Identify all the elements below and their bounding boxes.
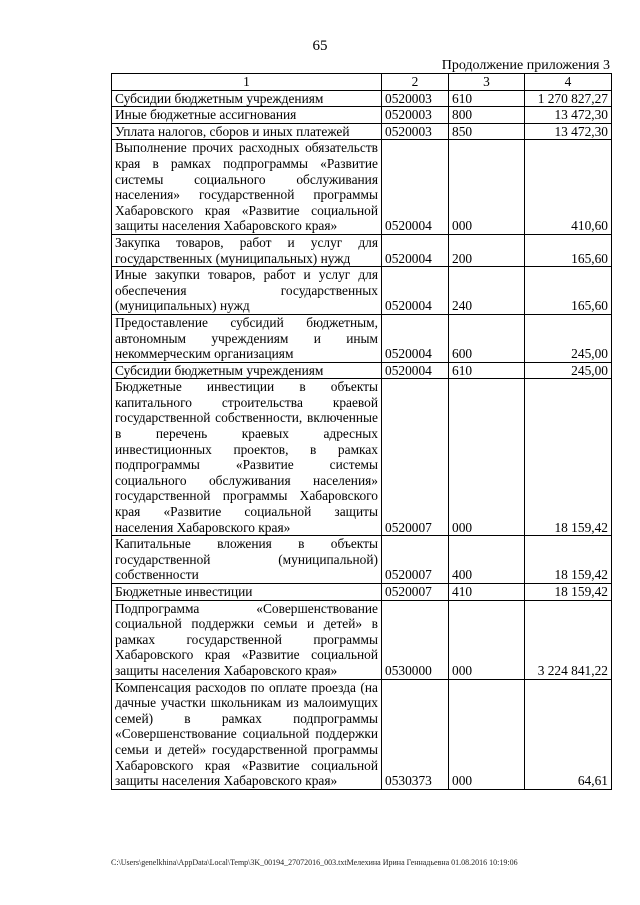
row-code: 0520004 xyxy=(382,362,449,379)
table-row xyxy=(112,679,612,789)
row-name: Уплата налогов, сборов и иных платежей xyxy=(112,123,382,140)
row-name: Иные бюджетные ассигнования xyxy=(112,107,382,124)
row-amount: 165,60 xyxy=(525,234,612,266)
table-row xyxy=(112,267,612,315)
row-name: Капитальные вложения в объекты государственной (муниципальной) собственности xyxy=(112,536,382,584)
row-amount: 64,61 xyxy=(525,679,612,789)
header-col-1: 1 xyxy=(112,74,382,91)
row-type: 850 xyxy=(449,123,525,140)
budget-table xyxy=(111,73,612,790)
row-name: Предоставление субсидий бюджетным, автономным учреждениям и иным некоммерческим организациям xyxy=(112,314,382,362)
row-type: 240 xyxy=(449,267,525,315)
row-code: 0520007 xyxy=(382,379,449,536)
table-row xyxy=(112,362,612,379)
row-amount: 410,60 xyxy=(525,140,612,235)
row-code: 0520004 xyxy=(382,314,449,362)
continuation-label: Продолжение приложения 3 xyxy=(441,58,610,73)
row-type: 000 xyxy=(449,600,525,679)
row-type: 000 xyxy=(449,679,525,789)
row-code: 0520007 xyxy=(382,536,449,584)
row-code: 0520004 xyxy=(382,234,449,266)
row-name: Компенсация расходов по оплате проезда (на дачные участки школьникам из малоимущих семей) в рамках подпрограммы «Совершенствование социальной поддержки семьи и детей» государственной программы Хабаровского края «Развитие социальной защиты населения Хабаровского края» xyxy=(112,679,382,789)
table-row xyxy=(112,90,612,107)
table-row xyxy=(112,140,612,235)
row-type: 800 xyxy=(449,107,525,124)
table-row xyxy=(112,234,612,266)
row-code: 0520003 xyxy=(382,90,449,107)
row-name: Субсидии бюджетным учреждениям xyxy=(112,362,382,379)
row-name: Субсидии бюджетным учреждениям xyxy=(112,90,382,107)
header-col-4: 4 xyxy=(525,74,612,91)
row-type: 610 xyxy=(449,90,525,107)
page-number: 65 xyxy=(312,38,328,54)
row-amount: 3 224 841,22 xyxy=(525,600,612,679)
row-amount: 18 159,42 xyxy=(525,536,612,584)
row-name: Закупка товаров, работ и услуг для государственных (муниципальных) нужд xyxy=(112,234,382,266)
row-amount: 13 472,30 xyxy=(525,123,612,140)
table-row xyxy=(112,536,612,584)
row-code: 0530373 xyxy=(382,679,449,789)
row-amount: 165,60 xyxy=(525,267,612,315)
row-amount: 245,00 xyxy=(525,314,612,362)
row-code: 0520004 xyxy=(382,140,449,235)
row-code: 0520007 xyxy=(382,584,449,601)
row-type: 200 xyxy=(449,234,525,266)
header-col-2: 2 xyxy=(382,74,449,91)
header-col-3: 3 xyxy=(449,74,525,91)
row-code: 0530000 xyxy=(382,600,449,679)
table-row xyxy=(112,584,612,601)
row-type: 000 xyxy=(449,140,525,235)
table-row xyxy=(112,600,612,679)
row-code: 0520003 xyxy=(382,107,449,124)
row-type: 000 xyxy=(449,379,525,536)
row-type: 400 xyxy=(449,536,525,584)
row-type: 610 xyxy=(449,362,525,379)
table-row xyxy=(112,379,612,536)
row-name: Выполнение прочих расходных обязательств края в рамках подпрограммы «Развитие системы социального обслуживания населения» государственной программы Хабаровского края «Развитие социальной защиты населения Хабаровского края» xyxy=(112,140,382,235)
row-name: Иные закупки товаров, работ и услуг для обеспечения государственных (муниципальных) нужд xyxy=(112,267,382,315)
row-name: Подпрограмма «Совершенствование социальной поддержки семьи и детей» в рамках государственной программы Хабаровского края «Развитие социальной защиты населения Хабаровского края» xyxy=(112,600,382,679)
row-code: 0520003 xyxy=(382,123,449,140)
row-amount: 245,00 xyxy=(525,362,612,379)
footer-file-path: C:\Users\genelkhina\AppData\Local\Temp\3K_00194_27072016_003.txtМелехина Ирина Геннадьевна 01.08.2016 10:19:06 xyxy=(111,858,518,867)
row-amount: 13 472,30 xyxy=(525,107,612,124)
row-name: Бюджетные инвестиции в объекты капитального строительства краевой государственной собственности, включенные в перечень краевых адресных инвестиционных проектов, в рамках подпрограммы «Развитие системы социального обслуживания населения» государственной программы Хабаровского края «Развитие социальной защиты населения Хабаровского края» xyxy=(112,379,382,536)
row-type: 410 xyxy=(449,584,525,601)
table-row xyxy=(112,123,612,140)
row-type: 600 xyxy=(449,314,525,362)
row-amount: 18 159,42 xyxy=(525,584,612,601)
row-amount: 1 270 827,27 xyxy=(525,90,612,107)
table-header-row xyxy=(112,74,612,91)
table-row xyxy=(112,314,612,362)
row-name: Бюджетные инвестиции xyxy=(112,584,382,601)
table-row xyxy=(112,107,612,124)
row-amount: 18 159,42 xyxy=(525,379,612,536)
row-code: 0520004 xyxy=(382,267,449,315)
